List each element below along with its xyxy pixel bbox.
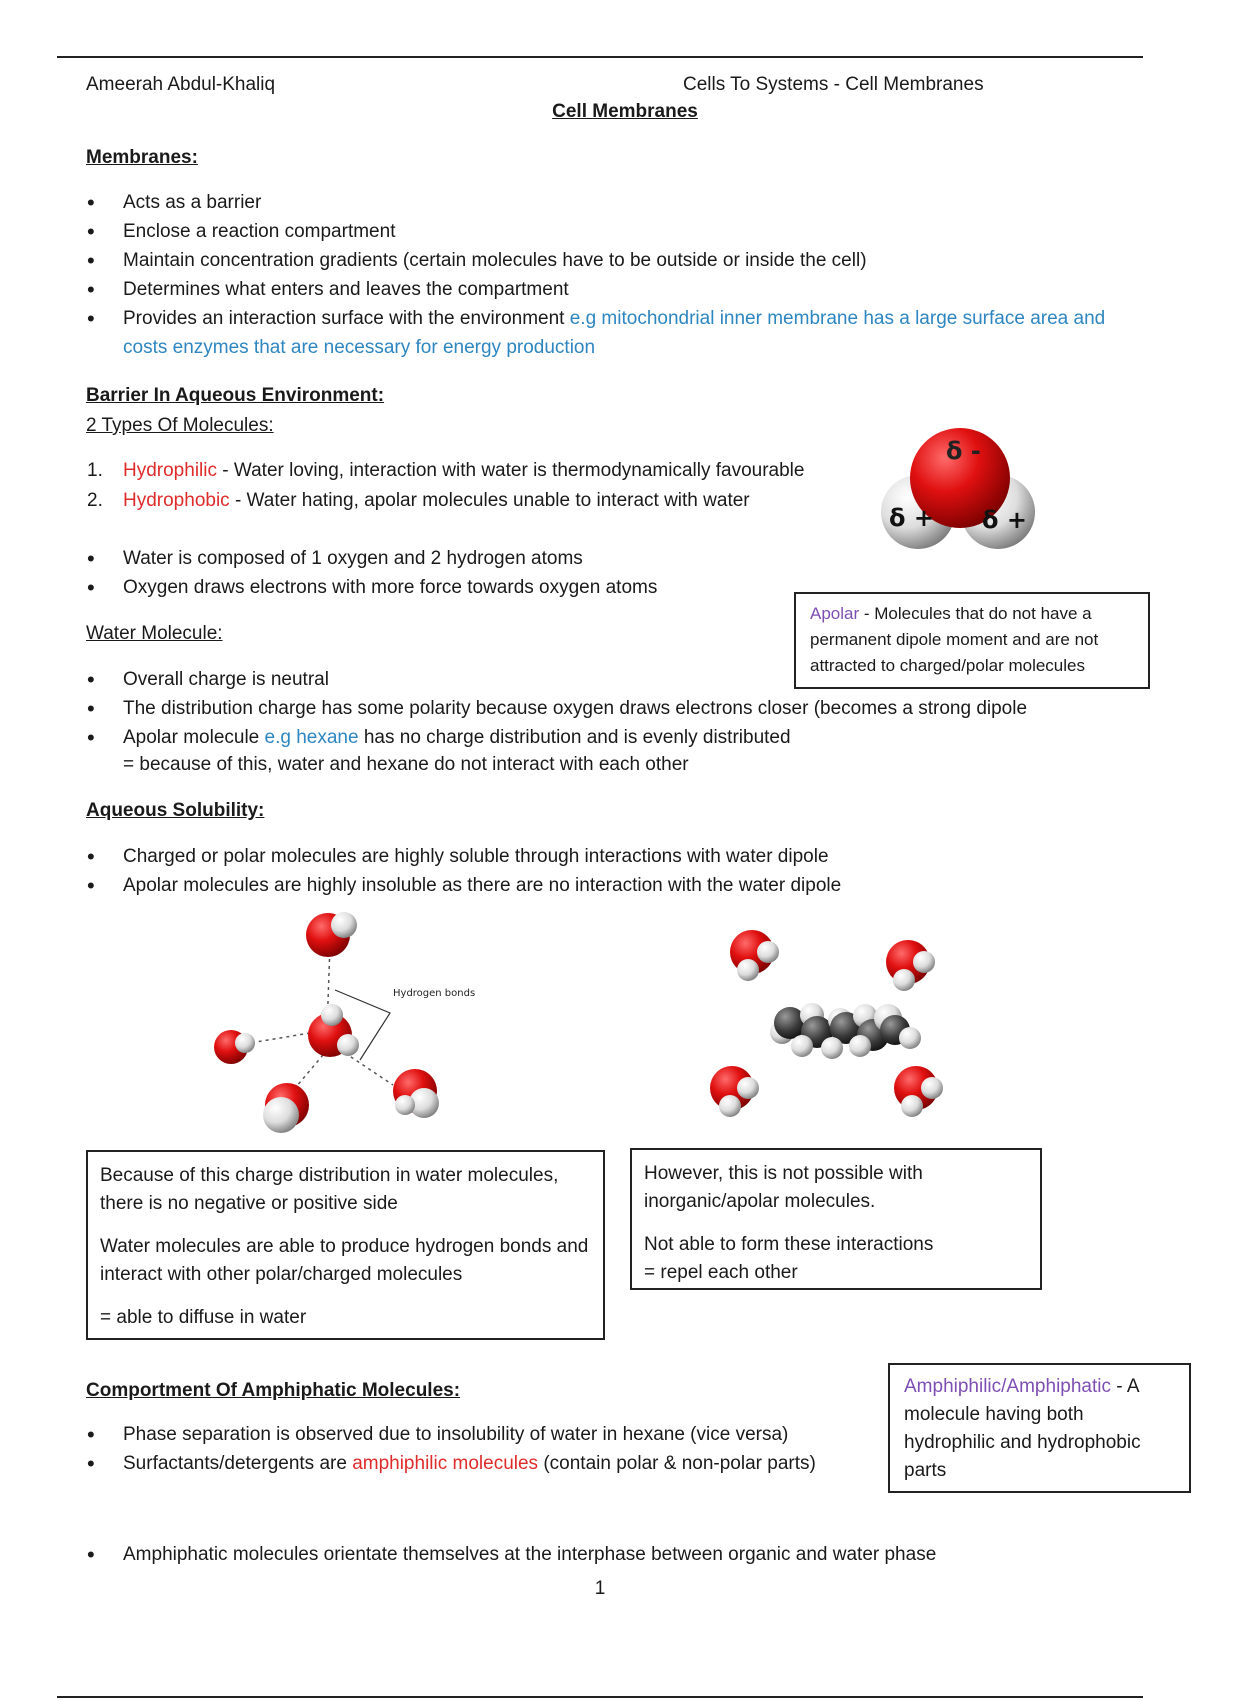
box-paragraph: Water molecules are able to produce hydrogen bonds and interact with other polar/charged molecules [100,1236,589,1285]
list-item: • Amphiphatic molecules orientate themselves at the interphase between organic and water phase [57,1540,1157,1569]
page-title: Cell Membranes [552,101,698,122]
membranes-list [57,188,1107,362]
box-paragraph: Not able to form these interactions [644,1234,934,1255]
amphiphilic-term: amphiphilic molecules [352,1453,539,1474]
water-molecule-heading: Water Molecule: [86,623,223,644]
amphiphilic-definition-term: Amphiphilic/Amphiphatic [904,1376,1111,1397]
list-item: • Provides an interaction surface with the environment e.g mitochondrial inner membrane has a large surface area and costs enzymes that are necessary for energy production [57,304,1107,362]
water-molecule [730,930,779,981]
course-title: Cells To Systems - Cell Membranes [683,74,984,95]
hexane-example: e.g hexane [264,727,359,748]
list-item: • Charged or polar molecules are highly soluble through interactions with water dipole [57,842,1107,871]
membranes-heading: Membranes: [86,147,198,168]
water-molecule-bottom [263,1083,309,1133]
hexane-molecule [770,1003,921,1059]
list-item: • Enclose a reaction compartment [57,217,1107,246]
water-molecule [894,1066,943,1117]
water-molecule-top [306,912,357,957]
apolar-term: Apolar [810,604,860,623]
water-molecule-left [214,1030,255,1064]
water-molecule-center [308,1004,359,1057]
list-item: 2. Hydrophobic - Water hating, apolar molecules unable to interact with water [87,490,750,511]
bottom-rule [57,1696,1143,1698]
water-hexane-note: = because of this, water and hexane do not interact with each other [123,754,689,775]
box-paragraph: Because of this charge distribution in water molecules, there is no negative or positive side [100,1165,559,1214]
solubility-list [57,842,1107,900]
hydrogen-charge-label-left: δ + [889,504,934,532]
list-item: • Apolar molecule e.g hexane has no charge distribution and is evenly distributed [57,723,1147,752]
water-molecule [886,940,935,991]
hydrophilic-term: Hydrophilic [123,460,217,481]
hydrogen-charge-label-right: δ + [982,506,1027,534]
hexane-water-diagram [690,920,970,1130]
list-item: • Surfactants/detergents are amphiphilic molecules (contain polar & non-polar parts) [57,1449,897,1478]
charge-distribution-box [86,1150,605,1340]
amphiphatic-heading: Comportment Of Amphiphatic Molecules: [86,1380,461,1401]
list-item: • Water is composed of 1 oxygen and 2 hydrogen atoms [57,544,857,573]
author-name: Ameerah Abdul-Khaliq [86,74,276,95]
list-item: • The distribution charge has some polarity because oxygen draws electrons closer (becomes a strong dipole [57,694,1147,723]
hydrogen-bond-diagram [205,905,476,1145]
box-paragraph: = repel each other [644,1262,798,1283]
list-item: • Phase separation is observed due to insolubility of water in hexane (vice versa) [57,1420,897,1449]
solubility-heading: Aqueous Solubility: [86,800,265,821]
water-facts-list [57,544,857,602]
hydrogen-bond-label: Hydrogen bonds [393,988,476,999]
list-item: • Maintain concentration gradients (certain molecules have to be outside or inside the cell) [57,246,1107,275]
box-paragraph: = able to diffuse in water [100,1307,307,1328]
list-item: • Determines what enters and leaves the compartment [57,275,1107,304]
barrier-heading: Barrier In Aqueous Environment: [86,385,385,406]
hydrophobic-term: Hydrophobic [123,490,230,511]
apolar-definition-box: Apolar - Molecules that do not have a permanent dipole moment and are not attracted to charged/polar molecules [794,592,1150,689]
list-item: • Apolar molecules are highly insoluble as there are no interaction with the water dipole [57,871,1107,900]
apolar-interaction-box [630,1148,1042,1290]
example-text: e.g mitochondrial inner membrane has a large surface area and costs enzymes that are necessary for energy production [123,308,1106,358]
page-number: 1 [594,1578,606,1599]
water-molecule [710,1066,759,1117]
amphiphilic-definition-box: Amphiphilic/Amphiphatic - A molecule having both hydrophilic and hydrophobic parts [888,1363,1191,1493]
list-item: 1. Hydrophilic - Water loving, interaction with water is thermodynamically favourable [87,460,805,481]
hydrogen-bond-line [345,1053,393,1085]
water-molecule-right [393,1069,439,1118]
water-molecule-list [57,665,1147,752]
list-item: • Acts as a barrier [57,188,1107,217]
types-subheading: 2 Types Of Molecules: [86,415,274,436]
list-item: • Overall charge is neutral [57,665,1147,694]
amphiphatic-list-2 [57,1540,1157,1569]
oxygen-charge-label: δ - [946,437,981,465]
molecule-types-list [57,456,917,516]
water-molecule-diagram [880,424,1040,556]
list-item: • Oxygen draws electrons with more force towards oxygen atoms [57,573,857,602]
box-paragraph: However, this is not possible with inorganic/apolar molecules. [644,1163,923,1212]
top-rule [57,56,1143,58]
amphiphatic-list [57,1420,897,1478]
